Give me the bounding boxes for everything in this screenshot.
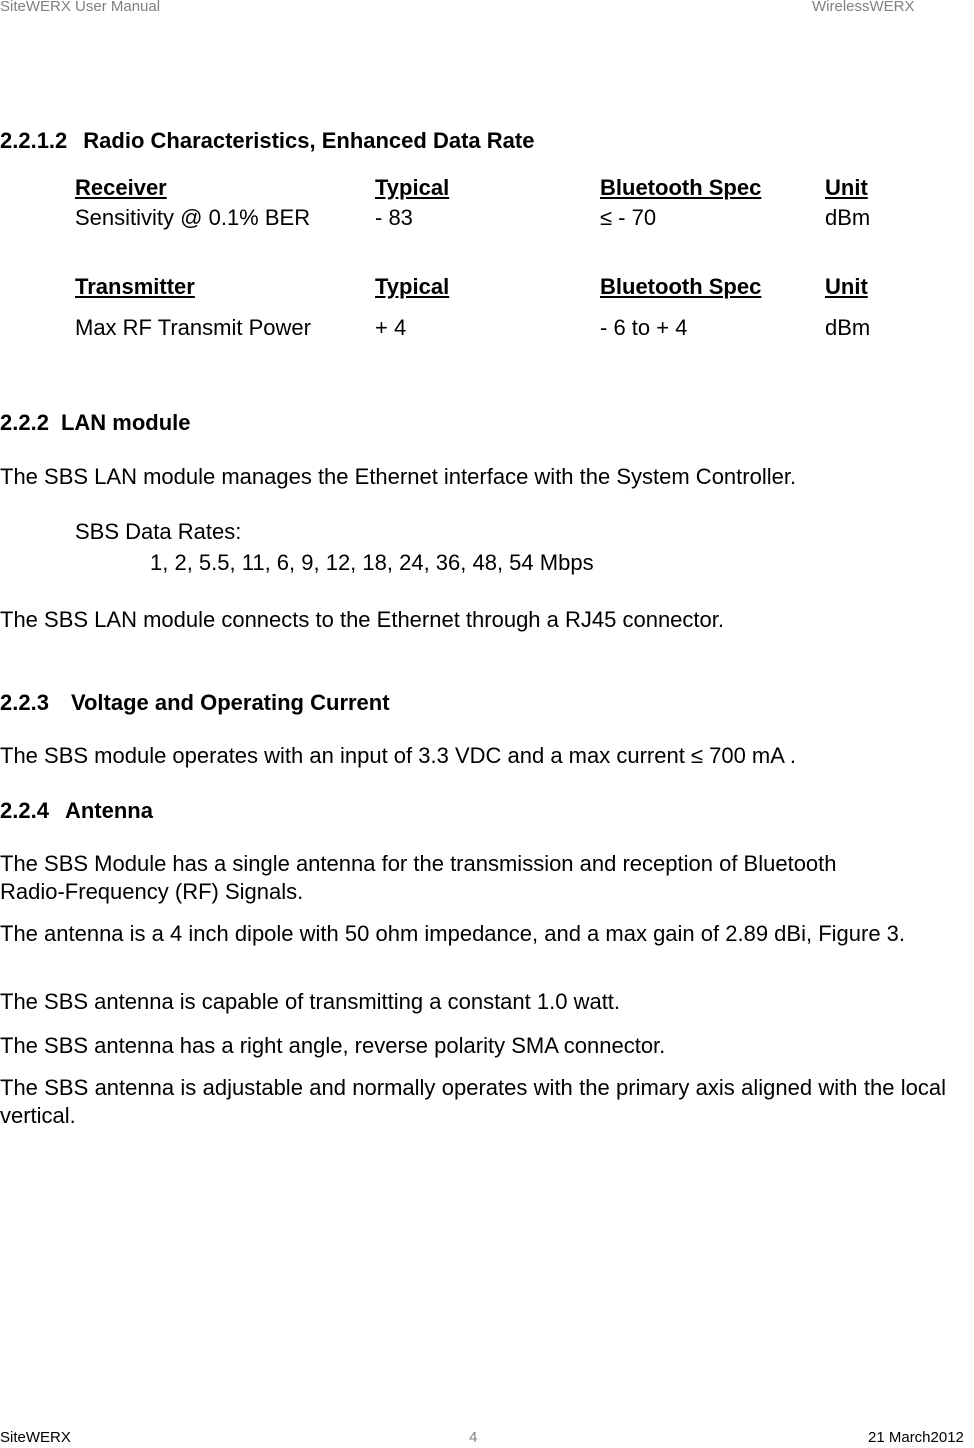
section-2212-heading [0, 128, 534, 154]
footer-date: 21 March2012 [868, 1429, 964, 1446]
data-rates-values: 1, 2, 5.5, 11, 6, 9, 12, 18, 24, 36, 48, 54 Mbps [150, 550, 594, 575]
receiver-header-receiver: Receiver [75, 175, 167, 200]
transmitter-header-transmitter: Transmitter [75, 274, 195, 299]
section-224-paragraph-5: The SBS antenna is adjustable and normally operates with the primary axis aligned with the local vertical. [0, 1075, 946, 1128]
transmitter-header-typical: Typical [375, 274, 450, 299]
footer-page-number: 4 [469, 1429, 478, 1446]
section-224-heading [0, 798, 153, 824]
section-224-title: Antenna [64, 798, 153, 823]
transmitter-cell-typical: + 4 [375, 315, 407, 340]
receiver-cell-typical: - 83 [375, 205, 413, 230]
section-223-heading [0, 690, 390, 716]
transmitter-header-unit: Unit [825, 274, 868, 299]
section-2212-number: 2.2.1.2 [0, 128, 68, 153]
receiver-cell-unit: dBm [825, 205, 871, 230]
transmitter-header-bt-spec: Bluetooth Spec [600, 274, 762, 299]
section-224-paragraph-4: The SBS antenna has a right angle, reverse polarity SMA connector. [0, 1033, 666, 1058]
section-224-number: 2.2.4 [0, 798, 49, 823]
receiver-header-unit: Unit [825, 175, 868, 200]
header-right: WirelessWERX [812, 0, 915, 15]
section-222-heading [0, 410, 191, 436]
header-left: SiteWERX User Manual [0, 0, 161, 15]
section-222-number: 2.2.2 [0, 410, 49, 435]
section-224-paragraph-2: The antenna is a 4 inch dipole with 50 ohm impedance, and a max gain of 2.89 dBi, Figure 3. [0, 921, 906, 946]
transmitter-cell-param: Max RF Transmit Power [75, 315, 311, 340]
footer-left: SiteWERX [0, 1429, 71, 1446]
section-222-paragraph-2: The SBS LAN module connects to the Ethernet through a RJ45 connector. [0, 607, 724, 632]
section-224-paragraph-3: The SBS antenna is capable of transmitting a constant 1.0 watt. [0, 989, 621, 1014]
section-223-paragraph-1: The SBS module operates with an input of 3.3 VDC and a max current ≤ 700 mA . [0, 743, 796, 768]
section-2212-title: Radio Characteristics, Enhanced Data Rate [83, 128, 535, 153]
section-222-paragraph-1: The SBS LAN module manages the Ethernet interface with the System Controller. [0, 464, 797, 489]
data-rates-label: SBS Data Rates: [75, 519, 242, 544]
section-223-title: Voltage and Operating Current [70, 690, 390, 715]
receiver-cell-param: Sensitivity @ 0.1% BER [75, 205, 311, 230]
receiver-header-bt-spec: Bluetooth Spec [600, 175, 762, 200]
section-222-title: LAN module [60, 410, 191, 435]
section-223-number: 2.2.3 [0, 690, 49, 715]
section-224-paragraph-1: The SBS Module has a single antenna for the transmission and reception of Bluetooth Radio-Frequency (RF) Signals. [0, 851, 837, 904]
receiver-header-typical: Typical [375, 175, 450, 200]
receiver-cell-bt-spec: ≤ - 70 [600, 205, 657, 230]
transmitter-cell-unit: dBm [825, 315, 871, 340]
transmitter-cell-bt-spec: - 6 to + 4 [600, 315, 688, 340]
